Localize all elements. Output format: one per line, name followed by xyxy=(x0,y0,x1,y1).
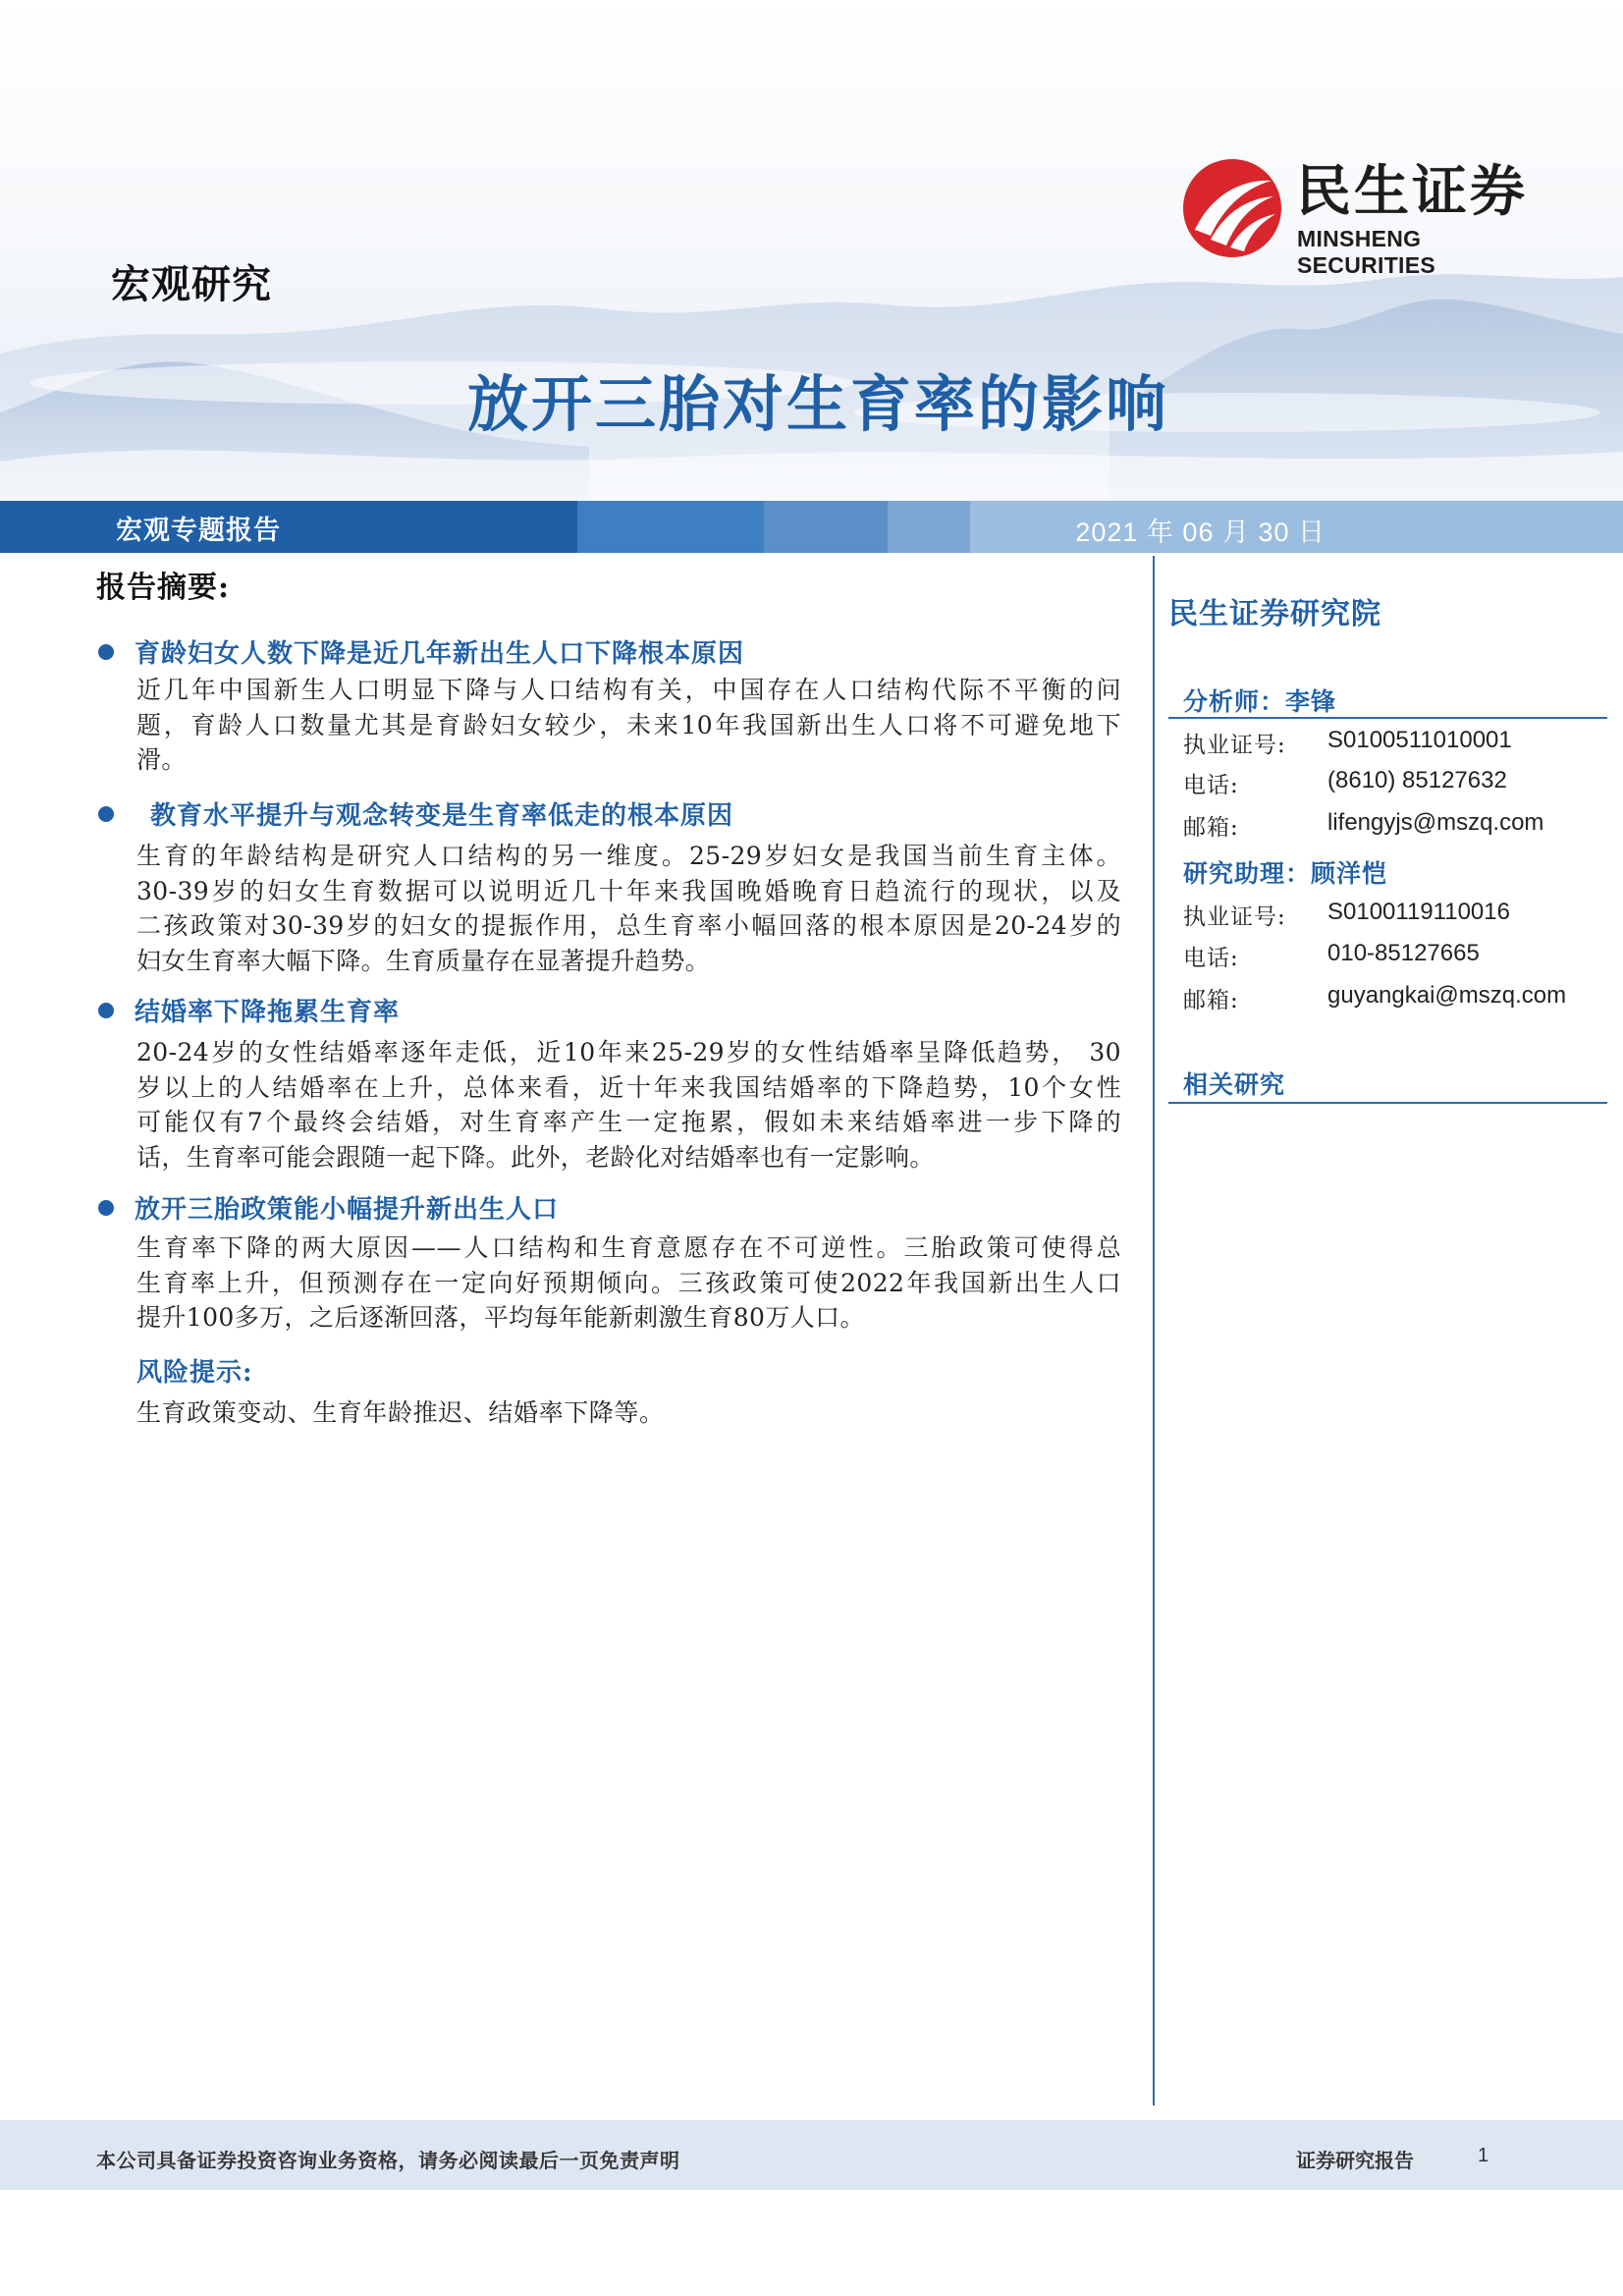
paragraph-line: 滑。 xyxy=(136,745,187,774)
bullet-paragraph xyxy=(136,1035,1121,1175)
institute-name: 民生证券研究院 xyxy=(1168,597,1381,631)
report-type: 宏观专题报告 xyxy=(116,516,281,546)
footer-disclaimer: 本公司具备证券投资咨询业务资格，请务必阅读最后一页免责声明 xyxy=(96,2149,680,2172)
bullet-icon xyxy=(98,1003,114,1018)
bullet-paragraph xyxy=(136,673,1121,778)
summary-heading: 报告摘要: xyxy=(96,571,231,605)
paragraph-line: 岁以上的人结婚率在上升，总体来看，近十年来我国结婚率的下降趋势，10个女性 xyxy=(136,1072,1121,1102)
analyst-rule xyxy=(1168,717,1607,719)
bullet-icon xyxy=(98,644,114,660)
field-label: 邮箱: xyxy=(1183,988,1239,1013)
report-date: 2021 年 06 月 30 日 xyxy=(1075,518,1325,547)
paragraph-line: 生育率下降的两大原因——人口结构和生育意愿存在不可逆性。三胎政策可使得总 xyxy=(136,1233,1121,1262)
footer-doc-type: 证券研究报告 xyxy=(1296,2149,1414,2172)
company-logo xyxy=(1181,157,1554,278)
analyst-title: 分析师：李锋 xyxy=(1183,687,1337,716)
risk-text: 生育政策变动、生育年龄推迟、结婚率下降等。 xyxy=(136,1398,665,1427)
section-label: 宏观研究 xyxy=(111,262,272,307)
paragraph-line: 30-39岁的妇女生育数据可以说明近几十年来我国晚婚晚育日趋流行的现状，以及 xyxy=(136,876,1121,905)
bullet-title xyxy=(98,992,400,1028)
paragraph-line: 提升100多万，之后逐渐回落，平均每年能新刺激生育80万人口。 xyxy=(136,1303,865,1332)
logo-english-name: MINSHENG SECURITIES xyxy=(1297,226,1436,278)
bullet-paragraph xyxy=(136,839,1121,978)
assistant-title: 研究助理：顾洋恺 xyxy=(1183,859,1388,888)
bullet-title xyxy=(98,633,744,670)
paragraph-line: 20-24岁的女性结婚率逐年走低，近10年来25-29岁的女性结婚率呈降低趋势， 30 xyxy=(136,1038,1121,1066)
logo-chinese-name: 民生证券 xyxy=(1296,160,1528,224)
bullet-title-text: 育龄妇女人数下降是近几年新出生人口下降根本原因 xyxy=(135,639,745,669)
field-label: 邮箱: xyxy=(1183,815,1239,841)
assistant-email-link[interactable]: guyangkai@mszq.com xyxy=(1327,982,1567,1009)
paragraph-line: 可能仅有7个最终会结婚，对生育率产生一定拖累，假如未来结婚率进一步下降的 xyxy=(136,1108,1121,1136)
analyst-email-link[interactable]: lifengyjs@mszq.com xyxy=(1327,809,1544,836)
field-label: 电话: xyxy=(1183,946,1239,971)
field-label: 电话: xyxy=(1183,773,1239,798)
related-research-rule xyxy=(1168,1102,1607,1104)
report-title: 放开三胎对生育率的影响 xyxy=(466,368,1169,440)
field-value: (8610) 85127632 xyxy=(1327,767,1507,793)
field-value: S0100511010001 xyxy=(1327,727,1512,753)
bullet-title-text: 结婚率下降拖累生育率 xyxy=(135,998,401,1027)
paragraph-line: 题，育龄人口数量尤其是育龄妇女较少，未来10年我国新出生人口将不可避免地下 xyxy=(136,710,1121,739)
paragraph-line: 二孩政策对30-39岁的妇女的提振作用，总生育率小幅回落的根本原因是20-24岁的 xyxy=(136,911,1121,940)
field-label: 执业证号: xyxy=(1183,904,1286,930)
bullet-title xyxy=(98,1189,559,1226)
paragraph-line: 生育率上升，但预测存在一定向好预期倾向。三孩政策可使2022年我国新出生人口 xyxy=(136,1268,1121,1297)
bullet-icon xyxy=(98,1200,114,1216)
column-divider xyxy=(1153,556,1155,2105)
paragraph-line: 近几年中国新生人口明显下降与人口结构有关，中国存在人口结构代际不平衡的问 xyxy=(136,676,1121,704)
bullet-paragraph xyxy=(136,1230,1121,1336)
page-number: 1 xyxy=(1478,2145,1489,2166)
paragraph-line: 话，生育率可能会跟随一起下降。此外，老龄化对结婚率也有一定影响。 xyxy=(136,1142,935,1172)
bullet-icon xyxy=(98,806,114,822)
field-value: 010-85127665 xyxy=(1327,940,1480,966)
related-research-title: 相关研究 xyxy=(1183,1070,1286,1099)
field-value: S0100119110016 xyxy=(1327,899,1510,925)
bullet-title xyxy=(98,795,733,832)
field-label: 执业证号: xyxy=(1183,733,1286,758)
bullet-title-text: 放开三胎政策能小幅提升新出生人口 xyxy=(135,1195,560,1225)
paragraph-line: 妇女生育率大幅下降。生育质量存在显著提升趋势。 xyxy=(136,946,711,975)
minsheng-logo-icon xyxy=(1181,157,1283,259)
bullet-title-text: 教育水平提升与观念转变是生育率低走的根本原因 xyxy=(150,801,734,831)
paragraph-line: 生育的年龄结构是研究人口结构的另一维度。25-29岁妇女是我国当前生育主体。 xyxy=(136,842,1121,870)
risk-title: 风险提示: xyxy=(136,1358,253,1388)
